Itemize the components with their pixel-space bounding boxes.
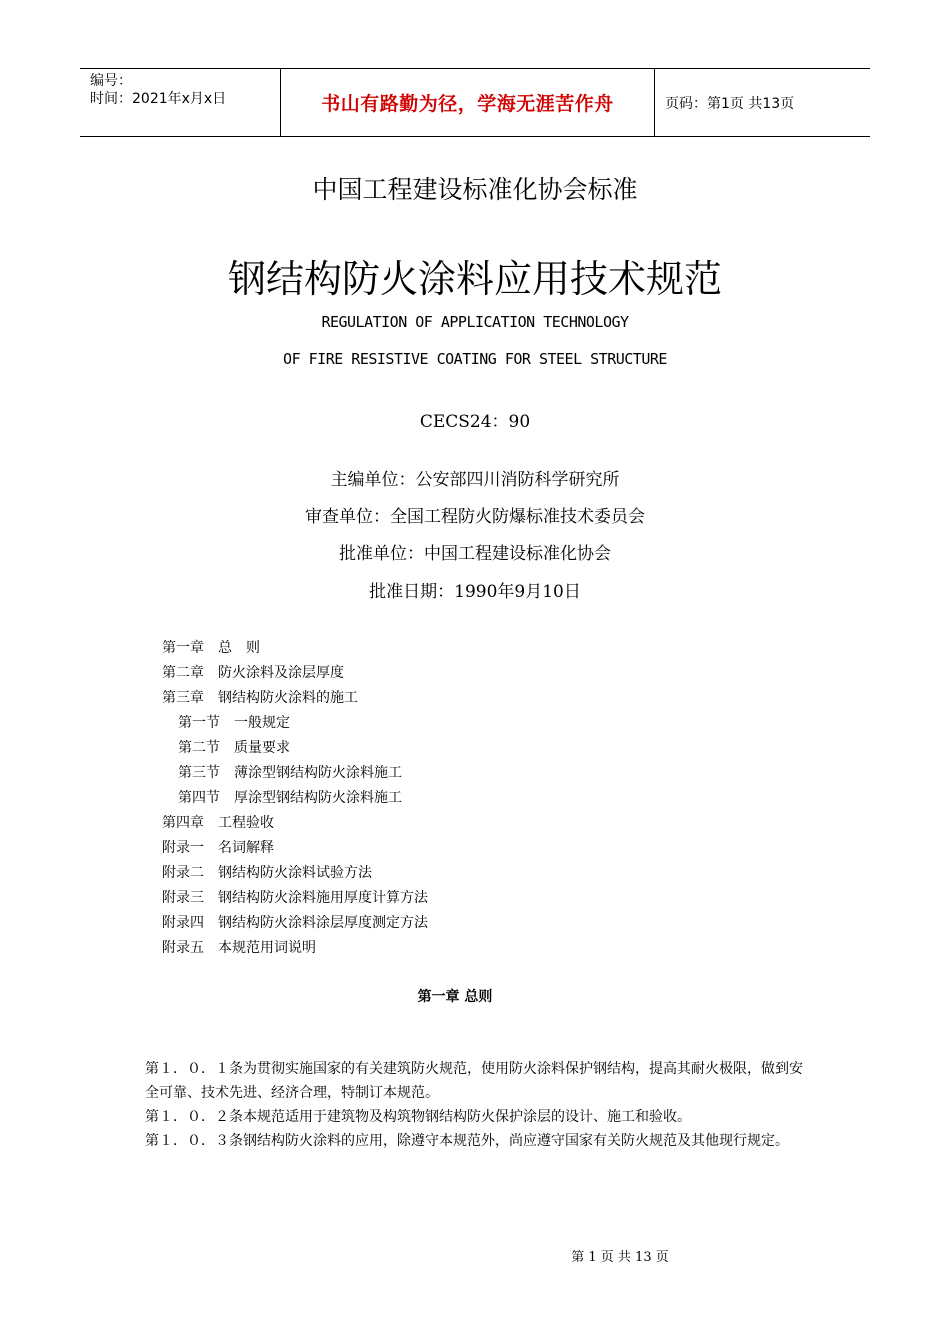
standard-code: CECS24：90 [419, 412, 531, 432]
header-motto-cell [281, 69, 655, 136]
clause-paragraph: 第１．０．１条为贯彻实施国家的有关建筑防火规范，使用防火涂料保护钢结构，提高其耐火极限，做到安全可靠、技术先进、经济合理，特制订本规范。 [145, 1061, 803, 1101]
toc-item: 附录二 钢结构防火涂料试验方法 [162, 865, 372, 881]
review-unit: 审查单位：全国工程防火防爆标准技术委员会 [305, 507, 645, 527]
english-title-line-2: OF FIRE RESISTIVE COATING FOR STEEL STRUCTURE [283, 350, 667, 368]
organization-title: 中国工程建设标准化协会标准 [312, 175, 638, 204]
toc-item: 第二章 防火涂料及涂层厚度 [162, 665, 344, 681]
toc-item: 附录五 本规范用词说明 [162, 940, 316, 956]
motto: 书山有路勤为径，学海无涯苦作舟 [321, 93, 614, 115]
header-meta-cell [80, 69, 281, 136]
toc-subitem: 第四节 厚涂型钢结构防火涂料施工 [178, 790, 402, 806]
english-title-line-1: REGULATION OF APPLICATION TECHNOLOGY [321, 313, 629, 331]
number-label: 编号： [90, 73, 132, 89]
table-of-contents [162, 636, 428, 961]
page-info: 页码：第1页 共13页 [665, 95, 795, 112]
chapter-body [145, 1057, 810, 1153]
toc-item: 附录三 钢结构防火涂料施用厚度计算方法 [162, 890, 428, 906]
editor-unit: 主编单位：公安部四川消防科学研究所 [330, 470, 620, 490]
approval-unit: 批准单位：中国工程建设标准化协会 [339, 544, 611, 564]
time-label: 时间：2021年x月x日 [90, 91, 227, 107]
toc-item: 第四章 工程验收 [162, 815, 274, 831]
clause-paragraph: 第１．０．２条本规范适用于建筑物及构筑物钢结构防火保护涂层的设计、施工和验收。 [145, 1109, 691, 1125]
page-footer: 第 1 页 共 13 页 [571, 1250, 669, 1265]
header-page-cell [655, 69, 870, 136]
page-header [80, 68, 870, 137]
toc-subitem: 第三节 薄涂型钢结构防火涂料施工 [178, 765, 402, 781]
toc-subitem: 第一节 一般规定 [178, 715, 290, 731]
chapter-heading: 第一章 总则 [417, 989, 493, 1005]
document-title: 钢结构防火涂料应用技术规范 [227, 257, 722, 301]
toc-item: 第三章 钢结构防火涂料的施工 [162, 690, 358, 706]
toc-item: 附录一 名词解释 [162, 840, 274, 856]
approval-date: 批准日期：1990年9月10日 [369, 582, 581, 602]
clause-paragraph: 第１．０．３条钢结构防火涂料的应用，除遵守本规范外，尚应遵守国家有关防火规范及其他现行规定。 [145, 1133, 789, 1149]
toc-subitem: 第二节 质量要求 [178, 740, 290, 756]
toc-item: 第一章 总 则 [162, 640, 260, 656]
toc-item: 附录四 钢结构防火涂料涂层厚度测定方法 [162, 915, 428, 931]
